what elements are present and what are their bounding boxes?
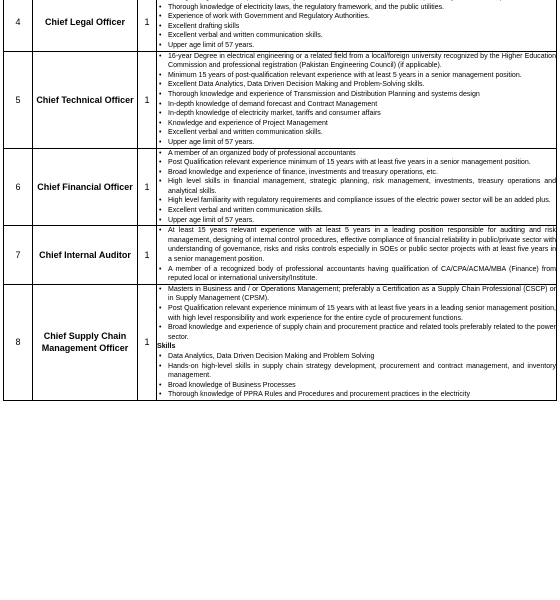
requirement-item: • Masters in Business and / or Operations Management; preferably a Certification as a Supply Chain Professional (CSCP) or in Supply Management (CPSM). — [168, 285, 556, 304]
requirement-item: • High level familiarity with regulatory requirements and compliance issues of the electric power sector will be an added plus. — [168, 196, 556, 206]
requirements-list — [157, 149, 556, 226]
requirement-item: • A member of an organized body of professional accountants — [168, 149, 556, 159]
skills-list — [157, 352, 556, 400]
requirement-item: • Upper age limit of 57 years. — [168, 216, 556, 226]
requirement-item: • Excellent verbal and written communication skills. — [168, 128, 556, 138]
requirements-list — [157, 0, 556, 51]
position-title: Chief Financial Officer — [33, 148, 138, 226]
position-row — [4, 148, 557, 226]
requirement-item: • Thorough knowledge and experience of Transmission and Distribution Planning and systems design — [168, 90, 556, 100]
requirements-list — [157, 226, 556, 284]
requirements-cell — [157, 51, 557, 148]
requirement-item: • High level skills in financial management, strategic planning, risk management, investments, treasury operations and analytical skills. — [168, 177, 556, 196]
position-title: Chief Legal Officer — [33, 0, 138, 51]
requirement-item: • Experience of work with Government and Regulatory Authorities. — [168, 12, 556, 22]
requirements-cell — [157, 148, 557, 226]
requirements-cell — [157, 284, 557, 400]
number-of-posts: 1 — [138, 284, 157, 400]
skill-item: • Data Analytics, Data Driven Decision Making and Problem Solving — [168, 352, 556, 362]
position-title: Chief Technical Officer — [33, 51, 138, 148]
requirement-item: • In-depth knowledge of demand forecast and Contract Management — [168, 100, 556, 110]
skill-item: • Broad knowledge of Business Processes — [168, 381, 556, 391]
requirement-item: • Excellent drafting skills — [168, 22, 556, 32]
serial-number: 8 — [4, 284, 33, 400]
serial-number: 4 — [4, 0, 33, 51]
requirement-item: • Excellent verbal and written communication skills. — [168, 31, 556, 41]
serial-number: 5 — [4, 51, 33, 148]
position-row — [4, 226, 557, 285]
serial-number: 6 — [4, 148, 33, 226]
requirement-item: • 16-year Degree in electrical engineering or a related field from a local/foreign university recognized by the Higher Education Commission and professional registration (Pakistan Engineering Council) (if applicable). — [168, 52, 556, 71]
requirements-cell — [157, 226, 557, 285]
requirement-item: • Excellent verbal and written communication skills. — [168, 206, 556, 216]
requirement-item: • A member of a recognized body of professional accountants having qualification of CA/CPA/ACMA/MBA (Finance) from reputed local or international university/Institute. — [168, 265, 556, 284]
requirement-item: • Minimum 15 years of post-qualification relevant experience with at least 5 years in a senior management position. — [168, 71, 556, 81]
positions-table — [3, 0, 557, 401]
requirements-list — [157, 285, 556, 343]
requirement-item: • Post Qualification relevant experience minimum of 15 years with at least five years in a senior management position. — [168, 158, 556, 168]
number-of-posts: 1 — [138, 148, 157, 226]
requirement-item: • Broad knowledge and experience of supply chain and procurement practice and related tools preferably related to the power sector. — [168, 323, 556, 342]
number-of-posts: 1 — [138, 0, 157, 51]
requirement-item: • Upper age limit of 57 years. — [168, 138, 556, 148]
requirements-cell — [157, 0, 557, 51]
position-row — [4, 284, 557, 400]
number-of-posts: 1 — [138, 51, 157, 148]
position-title: Chief Internal Auditor — [33, 226, 138, 285]
requirements-list — [157, 52, 556, 148]
requirement-item: • In-depth knowledge of electricity market, tariffs and consumer affairs — [168, 109, 556, 119]
requirement-item: • Post Qualification relevant experience minimum of 15 years with at least five years in a leading senior management position, with high level responsibility and work experience for the entire cycle of procurement functions. — [168, 304, 556, 323]
skills-heading: Skills — [157, 343, 176, 351]
skill-item: • Thorough knowledge of PPRA Rules and Procedures and procurement practices in the electricity — [168, 390, 556, 400]
position-row — [4, 0, 557, 51]
skill-item: • Hands-on high-level skills in supply chain strategy development, procurement and contract management, and inventory management. — [168, 362, 556, 381]
position-title: Chief Supply Chain Management Officer — [33, 284, 138, 400]
positions-table-body — [4, 0, 557, 400]
serial-number: 7 — [4, 226, 33, 285]
requirement-item: • At least 15 years relevant experience with at least 5 years in a leading position responsible for auditing and risk management, designing of internal control procedures, effective compliance of financial reliability in public/private sector with understanding of governance, risks and risks controls especially in SOEs or public sector projects with at least five years in a senior management position. — [168, 226, 556, 264]
requirement-item: • Thorough knowledge of electricity laws, the regulatory framework, and the public utilities. — [168, 3, 556, 13]
requirement-item: • Broad knowledge and experience of finance, investments and treasury operations, etc. — [168, 168, 556, 178]
requirement-item: • Excellent Data Analytics, Data Driven Decision Making and Problem-Solving skills. — [168, 80, 556, 90]
requirement-item: • Knowledge and experience of Project Management — [168, 119, 556, 129]
number-of-posts: 1 — [138, 226, 157, 285]
position-row — [4, 51, 557, 148]
requirement-item: • Upper age limit of 57 years. — [168, 41, 556, 51]
